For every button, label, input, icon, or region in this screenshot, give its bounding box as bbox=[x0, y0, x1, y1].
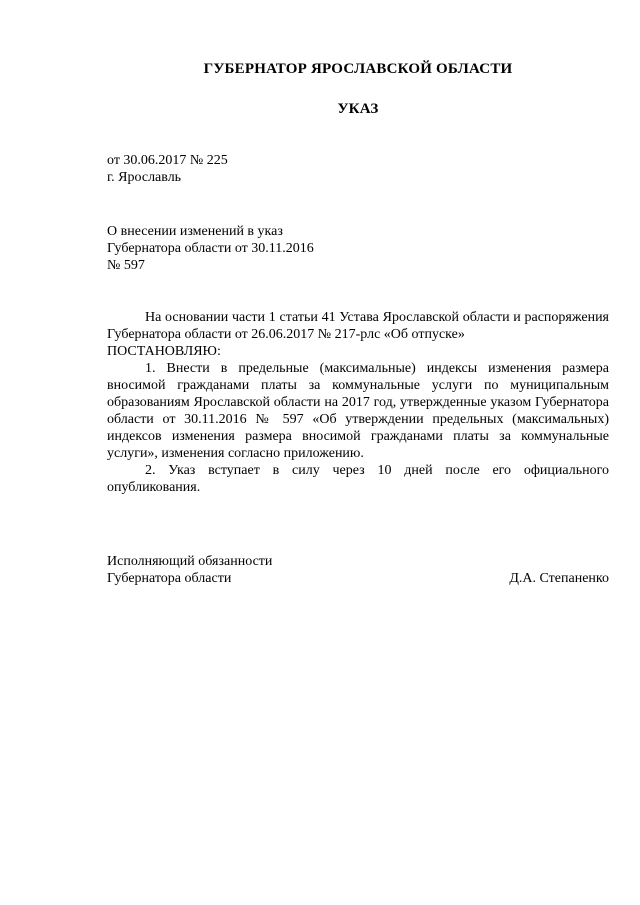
document-type-heading: УКАЗ bbox=[337, 101, 379, 117]
decree-city: г. Ярославль bbox=[107, 170, 182, 185]
date-number-block bbox=[107, 152, 228, 186]
signatory-name: Д.А. Степаненко bbox=[509, 571, 609, 586]
decree-subject bbox=[107, 223, 314, 274]
document-authority-heading: ГУБЕРНАТОР ЯРОСЛАВСКОЙ ОБЛАСТИ bbox=[203, 61, 513, 77]
item-2-paragraph: 2. Указ вступает в силу через 10 дней после его официального опубликования. bbox=[107, 463, 609, 495]
signatory-title-line-2: Губернатора области bbox=[107, 571, 232, 586]
subject-line-3: № 597 bbox=[107, 258, 145, 273]
signature-block bbox=[107, 553, 609, 587]
subject-line-2: Губернатора области от 30.11.2016 bbox=[107, 241, 314, 256]
signature-row bbox=[107, 570, 609, 587]
item-1-paragraph: 1. Внести в предельные (максимальные) индексы изменения размера вносимой гражданами платы за коммунальные услуги по муниципальным образованиям Ярославской области на 2017 год, утвержденные указом Губернатора области от 30.11.2016 № 597 «Об утверждении предельных (максимальных) индексов изменения размера вносимой гражданами платы за коммунальные услуги», изменения согласно приложению. bbox=[107, 361, 609, 461]
decree-word: ПОСТАНОВЛЯЮ: bbox=[107, 344, 221, 359]
decree-date-number: от 30.06.2017 № 225 bbox=[107, 153, 228, 168]
signatory-title-line-1: Исполняющий обязанности bbox=[107, 554, 273, 569]
subject-line-1: О внесении изменений в указ bbox=[107, 224, 283, 239]
preamble-paragraph: На основании части 1 статьи 41 Устава Ярославской области и распоряжения Губернатора области от 26.06.2017 № 217-рлс «Об отпуске» bbox=[107, 310, 609, 342]
decree-body bbox=[107, 309, 609, 496]
